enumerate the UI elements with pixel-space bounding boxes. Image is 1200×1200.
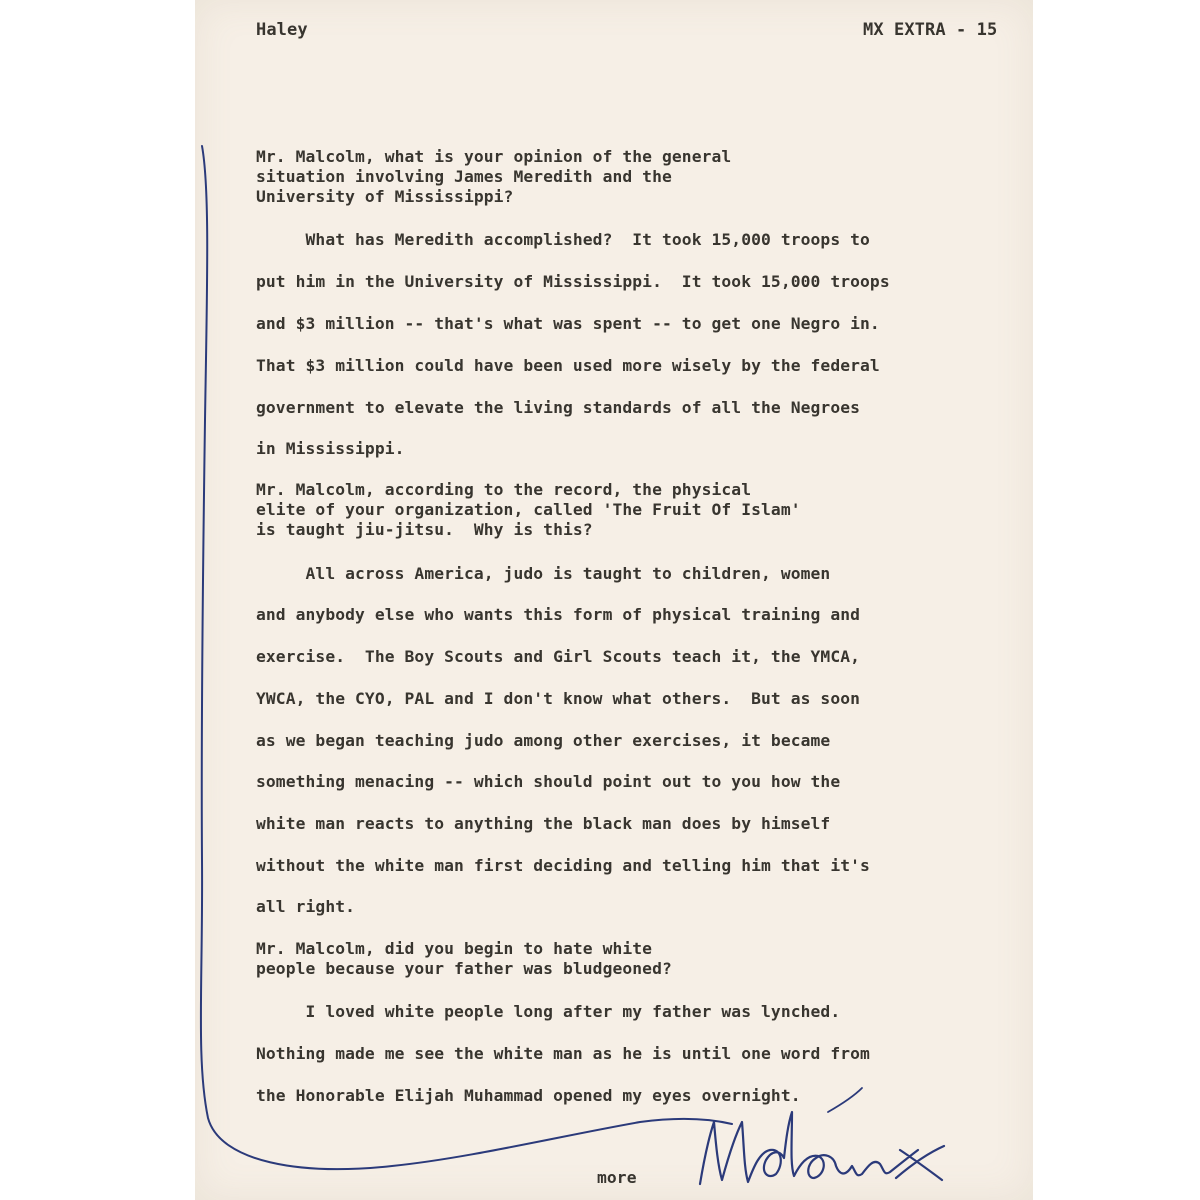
answer-line: exercise. The Boy Scouts and Girl Scouts teach it, the YMCA, [256, 647, 861, 666]
more-footer: more [597, 1168, 637, 1187]
answer-line: That $3 million could have been used more wisely by the federal [256, 356, 880, 375]
answer-line: put him in the University of Mississippi. It took 15,000 troops [256, 272, 890, 291]
answer-line: the Honorable Elijah Muhammad opened my eyes overnight. [256, 1086, 801, 1105]
header-left: Haley [256, 20, 308, 40]
question-line: Mr. Malcolm, what is your opinion of the general [256, 147, 732, 166]
answer-line: white man reacts to anything the black man does by himself [256, 814, 831, 833]
question-line: University of Mississippi? [256, 187, 514, 206]
question-line: people because your father was bludgeoned? [256, 959, 672, 978]
answer-line: and anybody else who wants this form of physical training and [256, 605, 861, 624]
answer-line: as we began teaching judo among other exercises, it became [256, 731, 831, 750]
answer-line: without the white man first deciding and telling him that it's [256, 856, 870, 875]
answer-line: YWCA, the CYO, PAL and I don't know what others. But as soon [256, 689, 861, 708]
question-line: is taught jiu-jitsu. Why is this? [256, 520, 593, 539]
answer-line: in Mississippi. [256, 439, 405, 458]
answer-line: Nothing made me see the white man as he is until one word from [256, 1044, 870, 1063]
question-line: elite of your organization, called 'The Fruit Of Islam' [256, 500, 801, 519]
document-page [195, 0, 1033, 1200]
question-line: Mr. Malcolm, did you begin to hate white [256, 939, 653, 958]
answer-line: and $3 million -- that's what was spent -- to get one Negro in. [256, 314, 880, 333]
answer-line: All across America, judo is taught to children, women [256, 564, 831, 583]
header-right: MX EXTRA - 15 [863, 20, 998, 40]
question-line: situation involving James Meredith and the [256, 167, 672, 186]
answer-line: I loved white people long after my father was lynched. [256, 1002, 841, 1021]
answer-line: What has Meredith accomplished? It took 15,000 troops to [256, 230, 870, 249]
answer-line: something menacing -- which should point out to you how the [256, 772, 841, 791]
answer-line: government to elevate the living standards of all the Negroes [256, 398, 861, 417]
question-line: Mr. Malcolm, according to the record, the physical [256, 480, 752, 499]
answer-line: all right. [256, 897, 356, 916]
